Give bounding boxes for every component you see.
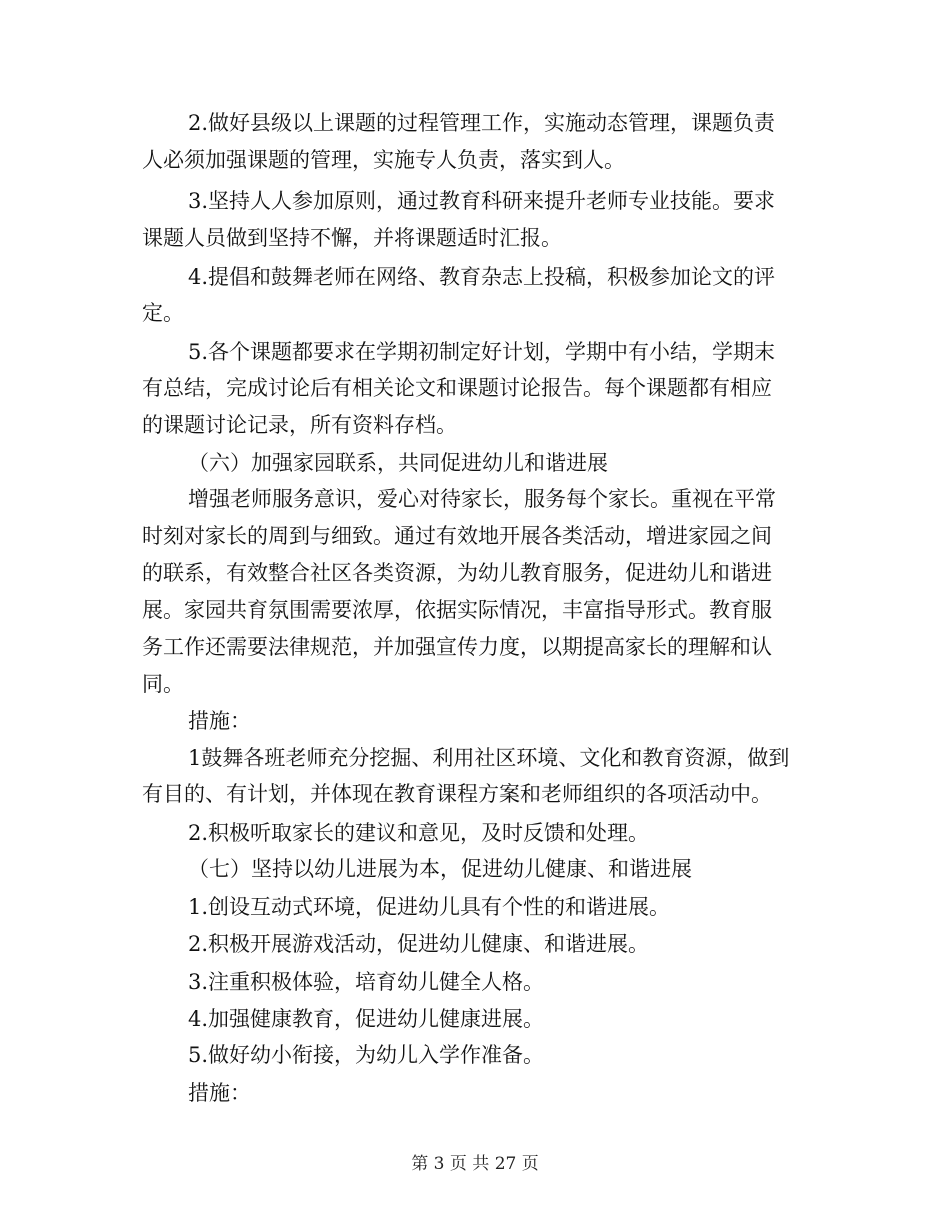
paragraph-line: 5.做好幼小衔接，为幼儿入学作准备。 <box>188 1043 545 1067</box>
paragraph-line: 3.坚持人人参加原则，通过教育科研来提升老师专业技能。要求 <box>188 189 776 213</box>
paragraph-line: 的课题讨论记录，所有资料存档。 <box>142 413 457 437</box>
page-number-footer: 第 3 页 共 27 页 <box>411 1154 539 1174</box>
paragraph-line: 2.做好县级以上课题的过程管理工作，实施动态管理，课题负责 <box>188 111 776 135</box>
paragraph-line: 2.积极开展游戏活动，促进幼儿健康、和谐进展。 <box>188 932 650 956</box>
section-heading: （六）加强家园联系，共同促进幼儿和谐进展 <box>188 451 608 475</box>
paragraph-line: 有目的、有计划，并体现在教育课程方案和老师组织的各项活动中。 <box>142 782 772 806</box>
paragraph-line: 务工作还需要法律规范，并加强宣传力度，以期提高家长的理解和认 <box>142 635 772 659</box>
paragraph-line: 人必须加强课题的管理，实施专人负责，落实到人。 <box>142 148 625 172</box>
paragraph-line: 同。 <box>142 672 184 696</box>
paragraph-line: 展。家园共育氛围需要浓厚，依据实际情况，丰富指导形式。教育服 <box>142 598 772 622</box>
paragraph-line: 4.加强健康教育，促进幼儿健康进展。 <box>188 1007 545 1031</box>
paragraph-line: 5.各个课题都要求在学期初制定好计划，学期中有小结，学期末 <box>188 340 776 364</box>
paragraph-line: 增强老师服务意识，爱心对待家长，服务每个家长。重视在平常 <box>188 487 776 511</box>
paragraph-line: 时刻对家长的周到与细致。通过有效地开展各类活动，增进家园之间 <box>142 524 772 548</box>
paragraph-line: 1.创设互动式环境，促进幼儿具有个性的和谐进展。 <box>188 895 671 919</box>
paragraph-line: 定。 <box>142 301 184 325</box>
measures-label: 措施： <box>188 709 251 733</box>
paragraph-line: 3.注重积极体验，培育幼儿健全人格。 <box>188 970 545 994</box>
measures-label: 措施： <box>188 1081 251 1105</box>
paragraph-line: 课题人员做到坚持不懈，并将课题适时汇报。 <box>142 226 562 250</box>
paragraph-line: 4.提倡和鼓舞老师在网络、教育杂志上投稿，积极参加论文的评 <box>188 265 776 289</box>
paragraph-line: 2.积极听取家长的建议和意见，及时反馈和处理。 <box>188 821 650 845</box>
paragraph-line: 1鼓舞各班老师充分挖掘、利用社区环境、文化和教育资源，做到 <box>188 746 790 770</box>
paragraph-line: 有总结，完成讨论后有相关论文和课题讨论报告。每个课题都有相应 <box>142 376 772 400</box>
paragraph-line: 的联系，有效整合社区各类资源，为幼儿教育服务，促进幼儿和谐进 <box>142 561 772 585</box>
section-heading: （七）坚持以幼儿进展为本，促进幼儿健康、和谐进展 <box>188 857 692 881</box>
